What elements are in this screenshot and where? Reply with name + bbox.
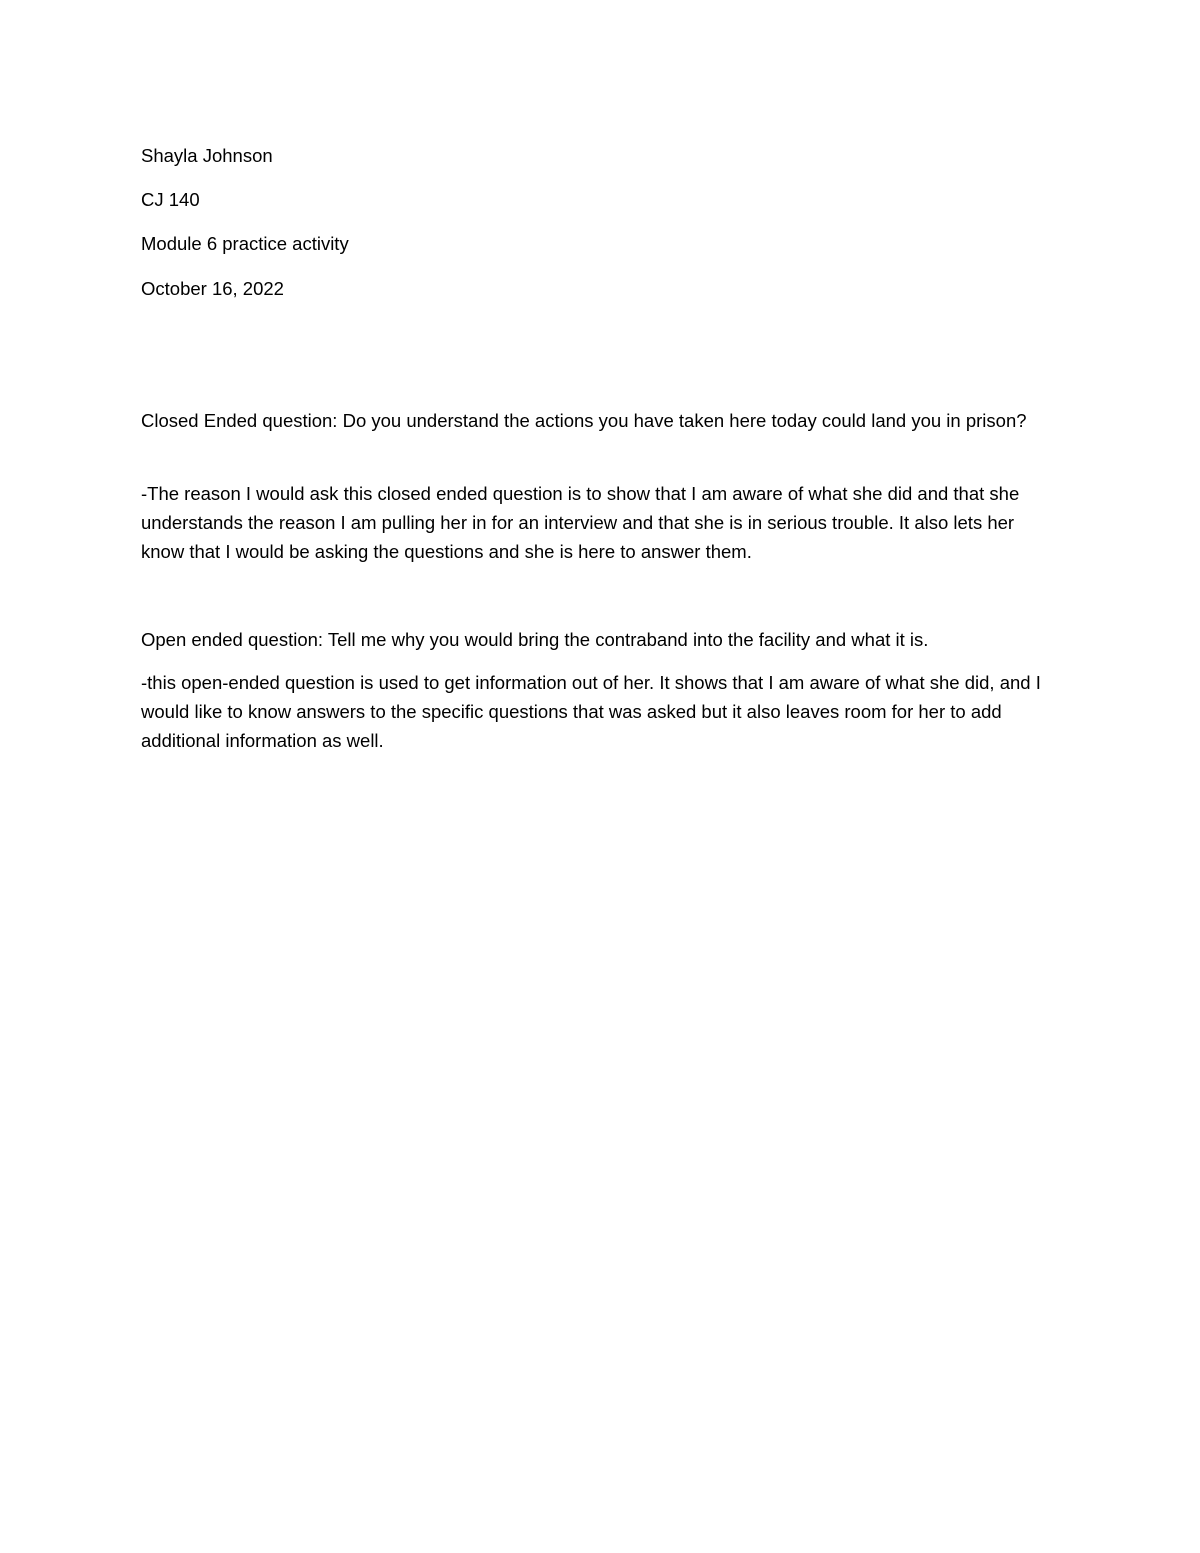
author-name: Shayla Johnson	[141, 145, 273, 166]
assignment-title: Module 6 practice activity	[141, 233, 349, 254]
closed-ended-question: Closed Ended question: Do you understand the actions you have taken here today could land you in prison?	[141, 410, 1027, 431]
closed-ended-explanation: -The reason I would ask this closed ended question is to show that I am aware of what she did and that she understands the reason I am pulling her in for an interview and that she is in serious trouble. It also lets her know that I would be asking the questions and she is here to answer them.	[141, 483, 1020, 562]
open-ended-explanation: -this open-ended question is used to get information out of her. It shows that I am aware of what she did, and I would like to know answers to the specific questions that was asked but it also leaves room for her to add additional information as well.	[141, 672, 1041, 751]
course-code: CJ 140	[141, 189, 200, 210]
document-date: October 16, 2022	[141, 278, 284, 299]
open-ended-question: Open ended question: Tell me why you would bring the contraband into the facility and what it is.	[141, 629, 929, 650]
